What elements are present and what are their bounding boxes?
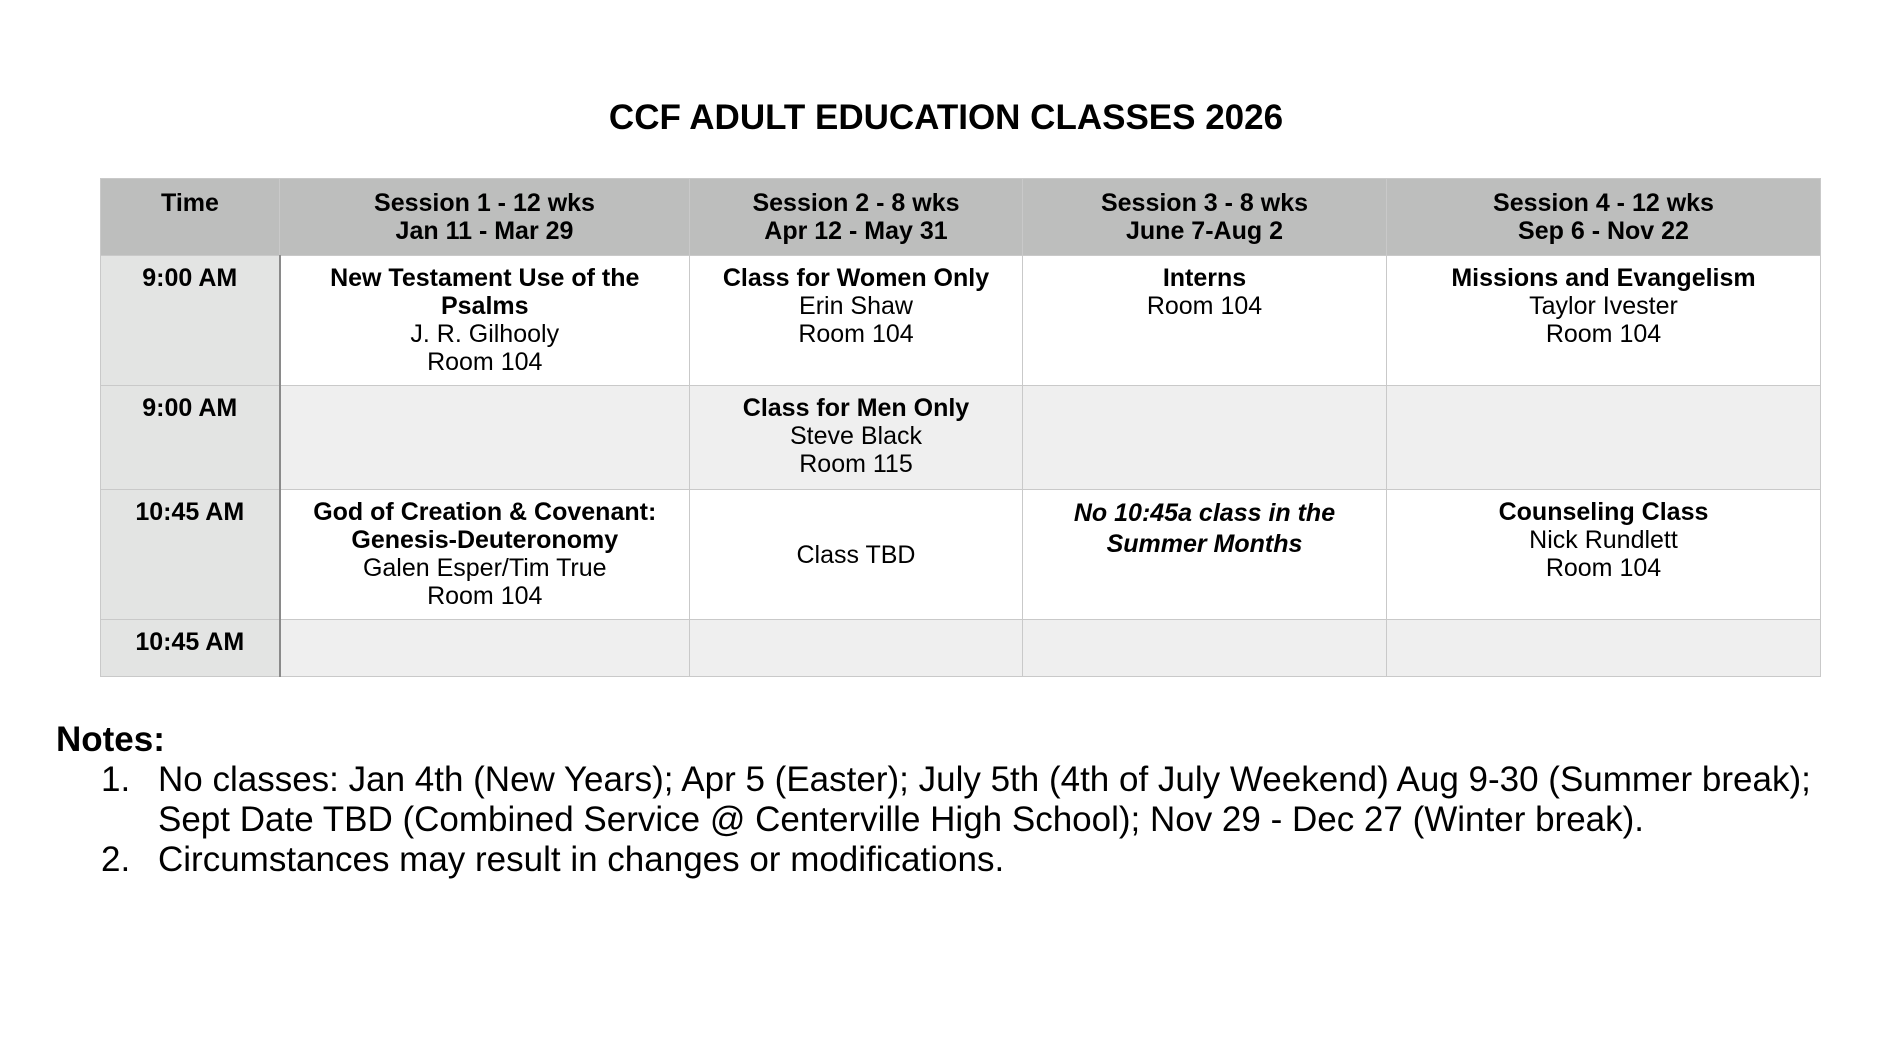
table-row [101,620,1821,677]
class-teacher: Galen Esper/Tim True [362,554,607,582]
class-tbd: Class TBD [796,540,916,569]
class-cell [1387,256,1821,386]
note-item [56,840,1856,880]
class-cell [1023,490,1387,620]
header-time: Time [101,179,280,256]
empty-cell [1023,620,1387,677]
session-1-length: Session 1 - 12 wks [374,189,595,217]
session-4-length: Session 4 - 12 wks [1493,189,1714,217]
class-teacher: Taylor Ivester [1529,292,1678,320]
class-teacher: J. R. Gilhooly [410,320,560,348]
note-number: 2. [101,840,131,879]
note-text: No classes: Jan 4th (New Years); Apr 5 (Easter); July 5th (4th of July Weekend) Aug 9-30 (Summer break); Sept Date TBD (Combined Service @ Centerville High School); Nov 29 - Dec 27 (Winter break). [158,760,1811,839]
time-cell: 9:00 AM [101,386,280,490]
class-cell [280,256,690,386]
note-number: 1. [101,760,131,799]
session-3-length: Session 3 - 8 wks [1100,189,1309,217]
session-3-dates: June 7-Aug 2 [1126,217,1283,245]
header-row [101,179,1821,256]
time-cell: 10:45 AM [101,490,280,620]
class-title: God of Creation & Covenant: Genesis-Deuteronomy [313,498,657,554]
notes-list [56,760,1856,880]
empty-cell [1023,386,1387,490]
class-room: Room 104 [1146,292,1263,320]
class-room: Room 104 [798,320,914,348]
header-session-2 [690,179,1023,256]
header-session-1 [280,179,690,256]
class-title: Missions and Evangelism [1451,264,1756,292]
empty-cell [1387,386,1821,490]
class-title: Interns [1162,264,1247,292]
session-1-dates: Jan 11 - Mar 29 [395,217,574,245]
note-text: Circumstances may result in changes or modifications. [158,840,1005,879]
class-title: Counseling Class [1498,498,1709,526]
table-row [101,256,1821,386]
class-cell [690,490,1023,620]
time-cell: 10:45 AM [101,620,280,677]
empty-cell [1387,620,1821,677]
empty-cell [280,386,690,490]
notes-section [56,720,1856,880]
time-cell: 9:00 AM [101,256,280,386]
class-room: Room 104 [427,582,543,610]
class-cell [690,256,1023,386]
session-2-dates: Apr 12 - May 31 [764,217,948,245]
session-4-dates: Sep 6 - Nov 22 [1518,217,1689,245]
session-2-length: Session 2 - 8 wks [752,189,960,217]
class-room: Room 115 [799,450,913,478]
class-cell [1023,256,1387,386]
class-title: New Testament Use of the Psalms [330,264,640,320]
header-session-4 [1387,179,1821,256]
schedule-table [100,178,1821,677]
class-teacher: Nick Rundlett [1529,526,1678,554]
class-room: Room 104 [1545,320,1662,348]
empty-cell [280,620,690,677]
class-title: Class for Women Only [722,264,990,292]
class-teacher: Erin Shaw [799,292,913,320]
empty-cell [690,620,1023,677]
class-teacher: Steve Black [789,422,922,450]
header-session-3 [1023,179,1387,256]
class-room: Room 104 [1545,554,1662,582]
note-item [56,760,1856,840]
class-cell [690,386,1023,490]
class-room: Room 104 [427,348,543,376]
table-row [101,386,1821,490]
notes-heading: Notes: [56,720,165,759]
class-cell [1387,490,1821,620]
summer-note: No 10:45a class in the Summer Months [1073,499,1336,558]
class-title: Class for Men Only [742,394,970,422]
class-cell [280,490,690,620]
table-row [101,490,1821,620]
page-title: CCF ADULT EDUCATION CLASSES 2026 [608,98,1284,137]
